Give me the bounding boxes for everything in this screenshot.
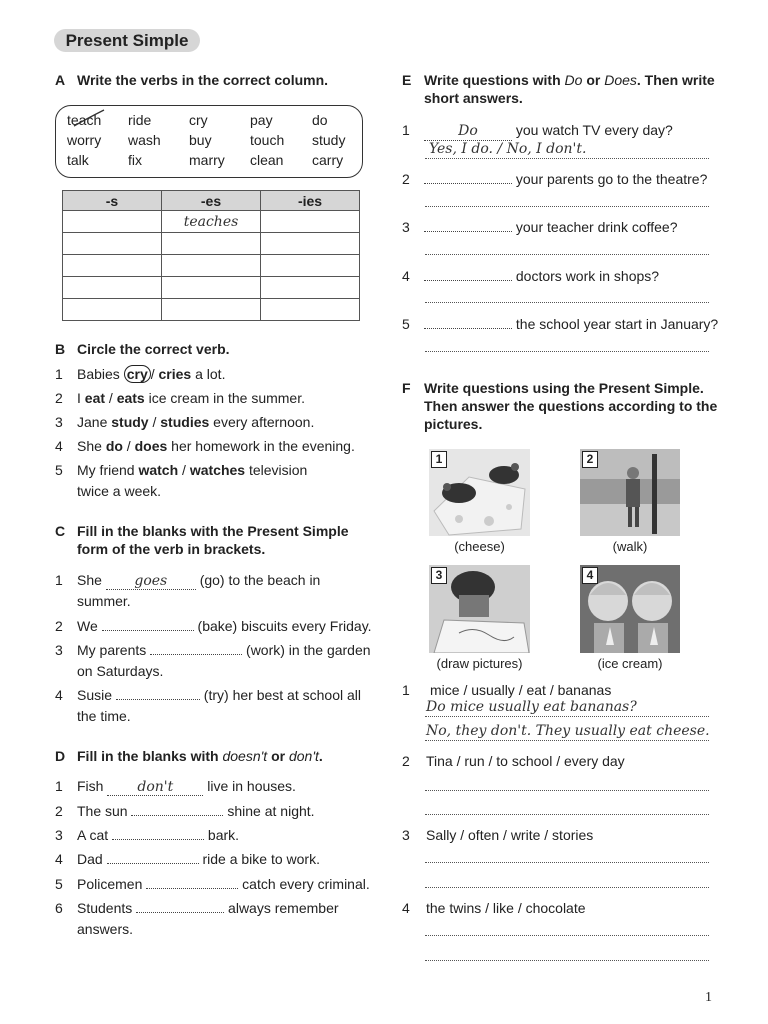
table-cell[interactable] [63, 255, 162, 277]
word: worry [67, 132, 102, 148]
verb-option[interactable]: do [105, 438, 123, 454]
item-number: 5 [402, 316, 410, 332]
answer-blank[interactable] [131, 803, 223, 816]
item-text-part: My parents [77, 642, 151, 658]
item-text-part: We [77, 618, 102, 634]
separator: / [105, 390, 117, 406]
instruction-part: Fill in the blanks with [77, 748, 223, 764]
word: do [312, 112, 328, 128]
item-text-part: (work) in the garden [242, 642, 371, 658]
exercise-item [402, 169, 732, 189]
verb-option[interactable]: study [111, 414, 149, 430]
exercise-item [55, 685, 385, 729]
question-answer-text[interactable]: Do mice usually eat bananas? [426, 699, 637, 715]
table-cell[interactable] [261, 299, 360, 321]
item-text [77, 388, 305, 408]
exercise-item [55, 436, 385, 456]
exercise-item [55, 825, 385, 845]
word: talk [67, 152, 89, 168]
answer-line[interactable] [425, 887, 709, 888]
item-continuation: the time. [77, 708, 131, 724]
section-instruction [424, 71, 715, 89]
item-text-part: My friend [77, 462, 139, 478]
answer-blank[interactable] [150, 642, 242, 655]
section-letter: D [55, 748, 66, 764]
exercise-item [402, 120, 732, 140]
item-text [77, 460, 307, 480]
item-text-part: She [77, 438, 106, 454]
cross-out-mark-icon [70, 108, 110, 130]
item-text-part: I [77, 390, 85, 406]
exercise-item [55, 898, 385, 942]
exercise-item [402, 217, 732, 237]
instruction-part: . [318, 748, 323, 764]
short-answer-text[interactable]: No, they don't. They usually eat cheese. [426, 723, 710, 739]
item-text-part: Jane [77, 414, 112, 430]
item-text-part: doctors work in shops? [512, 268, 660, 284]
word: teach [67, 112, 102, 128]
item-text-part: Fish [77, 778, 108, 794]
section-d-heading [55, 747, 385, 767]
word-box [55, 105, 363, 178]
item-number: 1 [402, 682, 410, 698]
exercise-item [402, 266, 732, 286]
item-number: 2 [55, 390, 63, 406]
section-e-heading [402, 71, 742, 111]
table-cell[interactable] [261, 211, 360, 233]
section-instruction-line3: pictures. [424, 416, 483, 432]
item-number: 4 [55, 851, 63, 867]
photo-girl-drawing [429, 565, 530, 653]
item-continuation: on Saturdays. [77, 663, 164, 679]
table-cell[interactable] [261, 255, 360, 277]
item-text-part: you watch TV every day? [512, 122, 673, 138]
section-instruction: Write questions using the Present Simple. [424, 380, 704, 396]
item-text [77, 640, 371, 660]
item-text-part: She [77, 572, 106, 588]
item-text-part: your teacher drink coffee? [512, 219, 678, 235]
item-number: 4 [402, 900, 410, 916]
item-text-part: (go) to the beach in [195, 572, 321, 588]
item-text-part: The sun [77, 803, 132, 819]
item-number: 2 [55, 618, 63, 634]
item-text-part: Students [77, 900, 137, 916]
picture-caption: (ice cream) [597, 656, 663, 671]
verb-option[interactable]: cries [158, 366, 192, 382]
exercise-item [55, 849, 385, 869]
answer-blank[interactable] [146, 876, 238, 889]
verb-option[interactable]: does [134, 438, 168, 454]
picture-number: 2 [582, 451, 598, 468]
verb-option[interactable]: watches [189, 462, 246, 478]
verb-option[interactable]: watch [138, 462, 179, 478]
item-number: 4 [55, 438, 63, 454]
section-instruction-line2: Then answer the questions according to the [424, 398, 718, 414]
answer-line[interactable] [425, 206, 709, 207]
table-cell[interactable]: teaches [162, 211, 261, 233]
separator: / [148, 414, 161, 430]
answer-line[interactable] [425, 351, 709, 352]
item-number: 6 [55, 900, 63, 916]
exercise-item [402, 898, 732, 918]
answer-line[interactable] [425, 740, 709, 741]
short-answer-text[interactable]: Yes, I do. / No, I don't. [429, 141, 587, 157]
verb-column-table [62, 190, 360, 321]
item-text-part: A cat [77, 827, 113, 843]
exercise-item [55, 616, 385, 636]
item-number: 3 [402, 219, 410, 235]
item-text [77, 412, 314, 432]
item-text-part: her homework in the evening. [167, 438, 355, 454]
item-text-part: bark. [204, 827, 240, 843]
item-text-part: Babies [77, 366, 124, 382]
answer-blank[interactable] [424, 316, 512, 329]
section-letter: B [55, 341, 66, 357]
separator: / [178, 462, 190, 478]
item-text [424, 169, 707, 189]
exercise-item [402, 314, 742, 334]
section-letter: C [55, 523, 66, 539]
item-number: 1 [55, 366, 63, 382]
answer-blank[interactable]: don't [107, 783, 203, 796]
item-prompt: mice / usually / eat / bananas [430, 682, 612, 698]
item-text [77, 874, 370, 894]
item-number: 5 [55, 876, 63, 892]
item-number: 1 [55, 572, 63, 588]
item-number: 1 [402, 122, 410, 138]
word: clean [250, 152, 284, 168]
table-cell[interactable] [162, 255, 261, 277]
section-c-heading [55, 522, 385, 562]
answer-blank[interactable] [424, 219, 512, 232]
instruction-italic: Do [564, 72, 583, 88]
picture-number: 3 [431, 567, 447, 584]
item-prompt: Tina / run / to school / every day [426, 753, 625, 769]
item-text-part: live in houses. [203, 778, 296, 794]
answer-line[interactable] [425, 862, 709, 863]
table-cell[interactable] [63, 299, 162, 321]
instruction-part: or [582, 72, 605, 88]
section-instruction: Write the verbs in the correct column. [77, 72, 329, 88]
exercise-item [55, 776, 385, 796]
answer-blank[interactable] [424, 268, 512, 281]
answer-blank[interactable] [112, 827, 204, 840]
word: carry [312, 152, 344, 168]
answer-blank[interactable] [102, 618, 194, 631]
answer-blank[interactable] [136, 900, 224, 913]
picture-number: 1 [431, 451, 447, 468]
column-header: -es [162, 191, 261, 211]
verb-option[interactable]: studies [160, 414, 210, 430]
exercise-item [55, 364, 385, 384]
table-cell[interactable] [261, 277, 360, 299]
exercise-item [55, 874, 385, 894]
item-number: 2 [55, 803, 63, 819]
item-text [77, 364, 225, 384]
answer-line[interactable] [425, 302, 709, 303]
page-number: 1 [705, 990, 712, 1005]
table-cell[interactable] [63, 233, 162, 255]
separator: / [150, 366, 159, 382]
item-number: 4 [402, 268, 410, 284]
item-text-part: always remember [224, 900, 339, 916]
item-text [424, 120, 673, 141]
word: study [312, 132, 346, 148]
item-number: 3 [55, 414, 63, 430]
item-text [424, 266, 659, 286]
item-number: 3 [55, 642, 63, 658]
item-text-part: (bake) biscuits every Friday. [193, 618, 372, 634]
answer-line[interactable] [425, 960, 709, 961]
answer-blank[interactable]: goes [106, 577, 196, 590]
item-text [77, 616, 372, 636]
item-text-part: shine at night. [223, 803, 315, 819]
item-text-part: the school year start in January? [512, 316, 719, 332]
item-text [77, 685, 361, 705]
item-number: 3 [55, 827, 63, 843]
word: buy [189, 132, 212, 148]
answer-line[interactable] [425, 158, 709, 159]
word: cry [189, 112, 208, 128]
instruction-italic: don't [288, 748, 319, 764]
item-number: 3 [402, 827, 410, 843]
section-instruction-line2: form of the verb in brackets. [77, 541, 266, 557]
item-text [77, 570, 320, 590]
exercise-item [55, 460, 385, 480]
section-letter: F [402, 380, 411, 396]
item-text [77, 849, 320, 869]
section-letter: E [402, 72, 412, 88]
picture-caption: (cheese) [454, 539, 505, 554]
item-text-part: a lot. [191, 366, 226, 382]
table-cell[interactable] [63, 211, 162, 233]
item-text-part: your parents go to the theatre? [512, 171, 708, 187]
item-text [424, 217, 678, 237]
item-number: 4 [55, 687, 63, 703]
item-text-part: catch every criminal. [238, 876, 370, 892]
section-letter: A [55, 72, 66, 88]
table-cell[interactable] [63, 277, 162, 299]
item-text [77, 898, 339, 918]
column-header: -ies [261, 191, 360, 211]
column-header: -s [63, 191, 162, 211]
item-text [77, 825, 239, 845]
word: touch [250, 132, 285, 148]
exercise-item [402, 680, 732, 700]
instruction-part: . Then write [636, 72, 715, 88]
separator: / [122, 438, 135, 454]
answer-blank[interactable] [424, 171, 512, 184]
verb-option-circled[interactable]: cry [124, 365, 151, 383]
table-cell[interactable] [162, 277, 261, 299]
answer-line[interactable] [425, 716, 709, 717]
instruction-part: or [267, 748, 289, 764]
section-instruction: Fill in the blanks with the Present Simple [77, 523, 349, 539]
item-number: 2 [402, 753, 410, 769]
exercise-item [55, 640, 385, 684]
word: ride [128, 112, 152, 128]
page-title: Present Simple [54, 29, 200, 52]
item-continuation: summer. [77, 593, 131, 609]
item-prompt: the twins / like / chocolate [426, 900, 586, 916]
item-text [77, 436, 355, 456]
answer-line[interactable] [425, 814, 709, 815]
verb-option[interactable]: eat [84, 390, 106, 406]
item-continuation: twice a week. [77, 483, 162, 499]
exercise-item [55, 388, 385, 408]
picture-caption: (draw pictures) [436, 656, 523, 671]
exercise-item [402, 751, 732, 771]
section-f-heading [402, 379, 742, 435]
answer-blank[interactable]: Do [424, 128, 512, 141]
item-number: 1 [55, 778, 63, 794]
section-instruction [77, 747, 323, 765]
verb-option[interactable]: eats [116, 390, 145, 406]
table-cell[interactable] [261, 233, 360, 255]
answer-blank[interactable] [107, 851, 199, 864]
item-text-part: Policemen [77, 876, 147, 892]
exercise-item [55, 412, 385, 432]
item-text-part: Susie [77, 687, 116, 703]
item-text-part: every afternoon. [209, 414, 315, 430]
photo-girl-walking [580, 449, 680, 536]
exercise-item [55, 570, 385, 614]
item-text-part: ice cream in the summer. [144, 390, 305, 406]
item-text [424, 314, 718, 334]
picture-number: 4 [582, 567, 598, 584]
section-instruction: Circle the correct verb. [77, 341, 230, 357]
exercise-item [55, 801, 385, 821]
item-continuation: answers. [77, 921, 134, 937]
item-text [77, 776, 296, 796]
instruction-italic: Does [604, 72, 637, 88]
answer-line[interactable] [425, 790, 709, 791]
table-cell[interactable] [162, 233, 261, 255]
item-text-part: Dad [77, 851, 107, 867]
item-number: 2 [402, 171, 410, 187]
table-cell[interactable] [162, 299, 261, 321]
instruction-italic: doesn't [222, 748, 268, 764]
exercise-item [402, 825, 732, 845]
item-number: 5 [55, 462, 63, 478]
item-text [77, 801, 315, 821]
word: pay [250, 112, 273, 128]
item-text-part: (try) her best at school all [199, 687, 361, 703]
answer-line[interactable] [425, 254, 709, 255]
item-text-part: ride a bike to work. [198, 851, 320, 867]
section-b-heading [55, 340, 375, 360]
section-a-heading [55, 71, 375, 91]
instruction-part: Write questions with [424, 72, 565, 88]
answer-blank[interactable] [116, 687, 200, 700]
word: wash [128, 132, 161, 148]
word: marry [189, 152, 225, 168]
photo-mice-cheese [429, 449, 530, 536]
answer-line[interactable] [425, 935, 709, 936]
word: fix [128, 152, 142, 168]
picture-caption: (walk) [612, 539, 648, 554]
item-text-part: television [245, 462, 308, 478]
photo-twins-ice-cream [580, 565, 680, 653]
section-instruction-line2: short answers. [424, 90, 523, 106]
item-prompt: Sally / often / write / stories [426, 827, 594, 843]
